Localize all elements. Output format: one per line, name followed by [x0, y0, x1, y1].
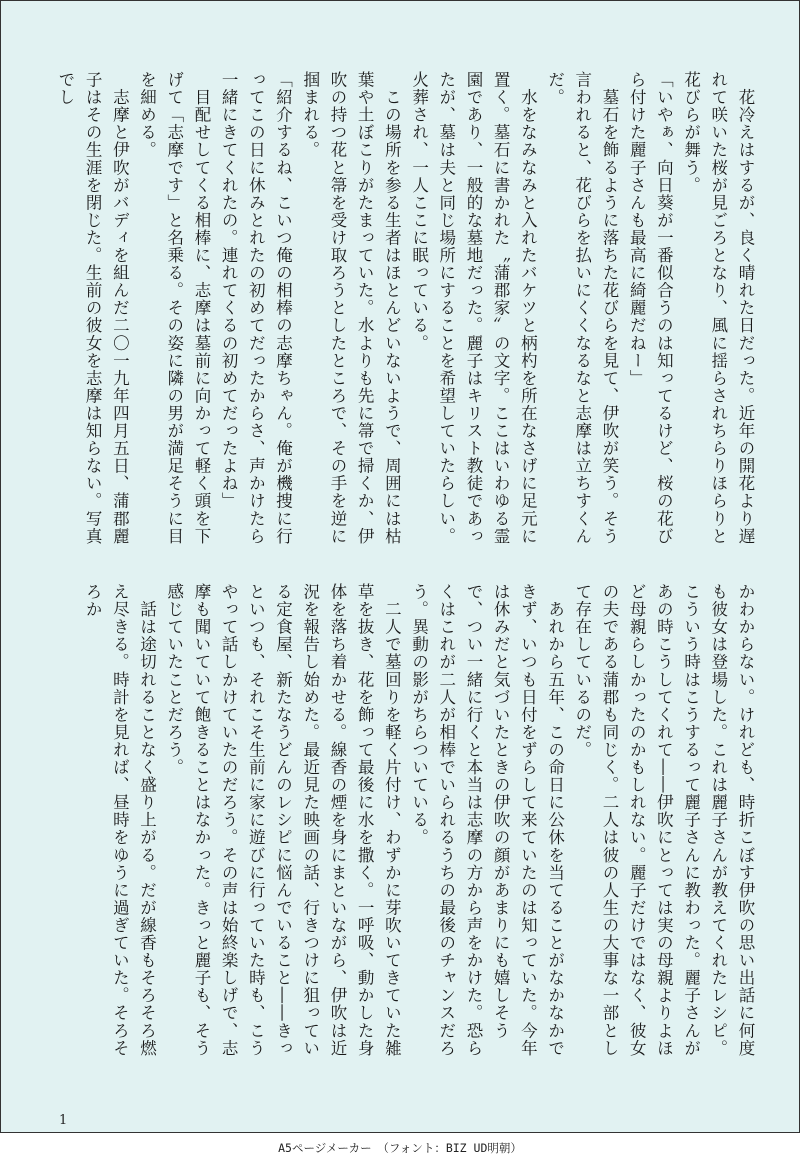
- lower-text-block: [49, 583, 759, 1063]
- paragraph: 話は途切れることなく盛り上がる。だが線香もそろそろ燃え尽きる。時計を見れば、昼時をゆうに過ぎていた。そろそろか: [83, 583, 157, 1057]
- paragraph: あれから五年、この命日に公休を当てることがなかなかできず、いつも日付をずらして来ていたのは知っていた。今年は休みだと気づいたときの伊吹の顔があまりにも嬉しそうで、つい一緒に行くと本当は志摩の方から声をかけた。恐らくはこれが二人が相棒でいられるうちの最後のチャンスだろう。異動の影がちらついている。: [409, 583, 565, 1057]
- footer-caption: A5ページメーカー （フォント：BIZ UD明朝）: [278, 1141, 522, 1155]
- paragraph: かわからない。けれども、時折こぼす伊吹の思い出話に何度も彼女は登場した。これは麗子さんが教えてくれたレシピ。こういう時はこうするって麗子さんに教わった。麗子さんがあの時こうしてくれて――伊吹にとっては実の母親よりよほど母親らしかったのかもしれない。麗子だけではなく、彼女の夫である蒲郡も同じく。二人は彼の人生の大事な一部として存在しているのだ。: [572, 583, 755, 1057]
- paragraph: 「いやぁ、向日葵が一番似合うのは知ってるけど、桜の花びら付けた麗子さんも最高に綺麗だねー」: [627, 71, 674, 545]
- paragraph: 水をなみなみと入れたバケツと柄杓を所在なさげに足元に置く。墓石に書かれた〝蒲郡家〟の文字。ここはいわゆる霊園であり、一般的な墓地だった。麗子はキリスト教徒であったが、墓は夫と同じ場所にすることを希望していたらしい。火葬され、一人ここに眠っている。: [409, 71, 538, 545]
- paragraph: 墓石を飾るように落ちた花びらを見て、伊吹が笑う。そう言われると、花びらを払いにくくなるなと志摩は立ちすくんだ。: [545, 71, 619, 545]
- upper-text-block: [49, 71, 759, 551]
- paragraph: この場所を参る生者はほとんどいないようで、周囲には枯葉や土ぼこりがたまっていた。水よりも先に箒で掃くか、伊吹の持つ花と箒を受け取ろうとしたところで、その手を逆に掴まれる。: [300, 71, 402, 545]
- paragraph: 花冷えはするが、良く晴れた日だった。近年の開花より遅れて咲いた桜が見ごろとなり、風に揺らされちらりほらりと花びらが舞う。: [681, 71, 755, 545]
- paragraph: 志摩と伊吹がバディを組んだ二〇一九年四月五日、蒲郡麗子はその生涯を閉じた。生前の彼女を志摩は知らない。写真でし: [55, 71, 130, 545]
- paragraph: 二人で墓回りを軽く片付け、わずかに芽吹いてきていた雑草を抜き、花を飾って最後に水を撒く。一呼吸、動かした身体を落ち着かせる。線香の煙を身にまといながら、伊吹は近況を報告し始めた。最近見た映画の話、行きつけに狙っている定食屋、新たなうどんのレシピに悩んでいること――きっといつも、それこそ生前に家に遊びに行っていた時も、こうやって話しかけていたのだろう。その声は始終楽しげで、志摩も聞いていて飽きることはなかった。きっと麗子も、そう感じていたことだろう。: [164, 583, 402, 1057]
- page-number: 1: [59, 1113, 68, 1128]
- paragraph: 「紹介するね、こいつ俺の相棒の志摩ちゃん。俺が機捜に行ってこの日に休みとれたの初めてだったからさ、声かけたら一緒にきてくれたの。連れてくるの初めてだったよね」: [219, 71, 293, 545]
- paragraph: 目配せしてくる相棒に、志摩は墓前に向かって軽く頭を下げて「志摩です」と名乗る。その姿に隣の男が満足そうに目を細める。: [137, 71, 211, 545]
